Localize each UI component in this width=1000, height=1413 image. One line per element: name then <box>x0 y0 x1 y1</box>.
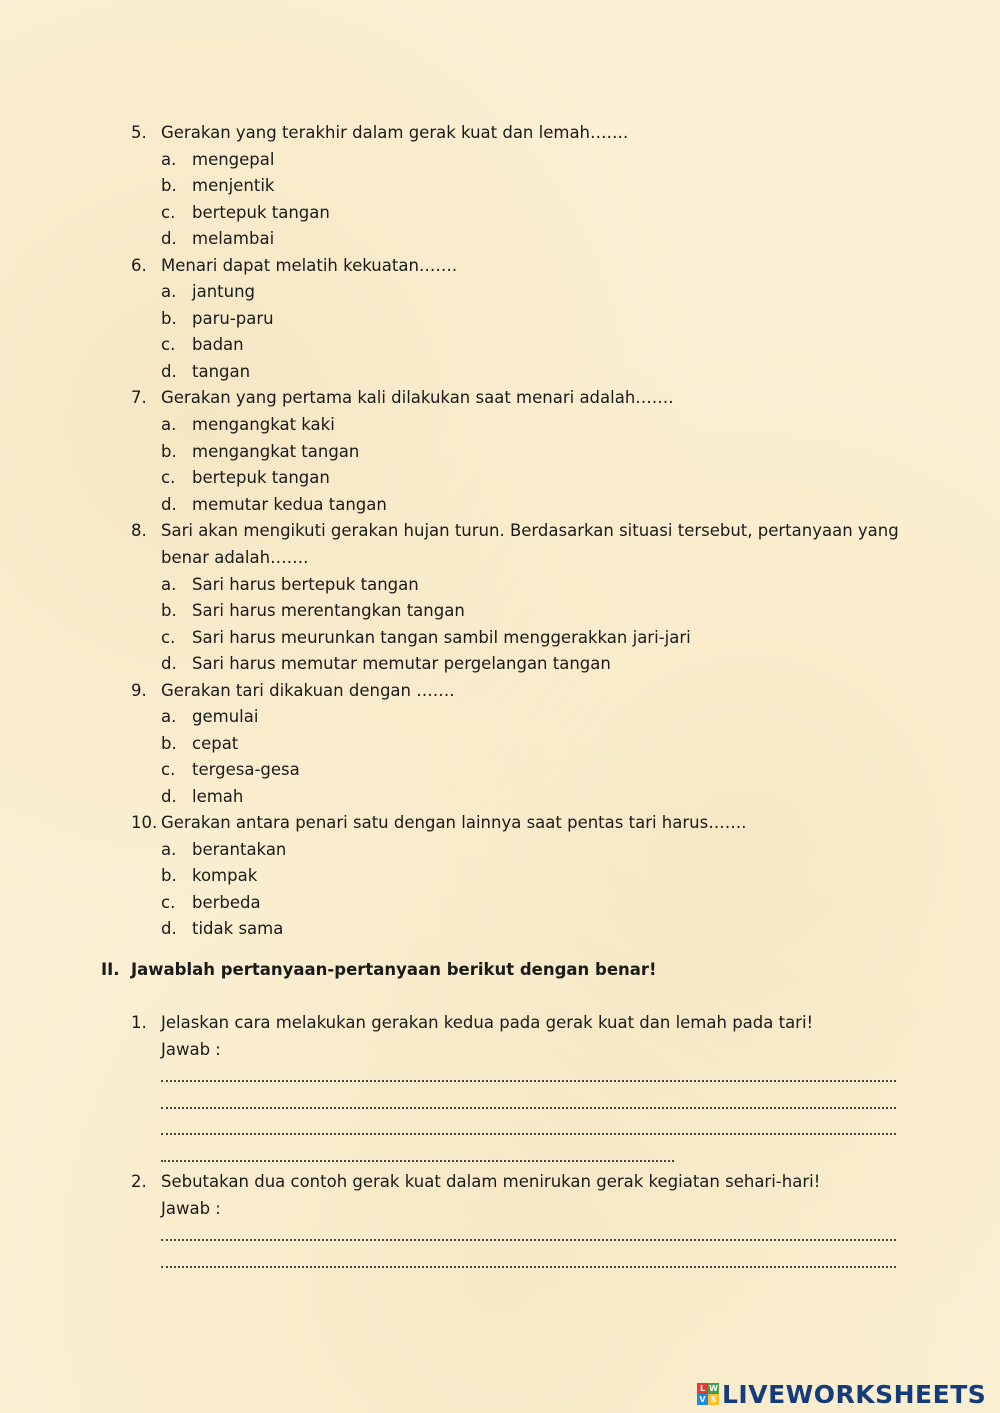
question-number: 10. <box>131 813 158 832</box>
option-letter: a. <box>161 415 177 434</box>
option-letter: d. <box>161 495 177 514</box>
option-text: lemah <box>192 787 244 806</box>
option-letter: b. <box>161 176 177 195</box>
section-title: Jawablah pertanyaan-pertanyaan berikut dengan benar! <box>131 960 657 979</box>
option-text: melambai <box>192 229 275 248</box>
option-letter: b. <box>161 601 177 620</box>
option-text: menjentik <box>192 176 275 195</box>
option-letter: b. <box>161 866 177 885</box>
option-letter: b. <box>161 309 177 328</box>
option-text: tergesa-gesa <box>192 760 300 779</box>
liveworksheets-logo <box>697 1377 986 1411</box>
logo-square-l: L <box>697 1383 708 1394</box>
option-text: tidak sama <box>192 919 284 938</box>
question-text: Gerakan tari dikakuan dengan ……. <box>161 681 455 700</box>
option-text: berantakan <box>192 840 287 859</box>
answer-line[interactable] <box>161 1099 896 1109</box>
option-letter: d. <box>161 362 177 381</box>
option-letter: c. <box>161 893 176 912</box>
option-text: gemulai <box>192 707 259 726</box>
option-text: tangan <box>192 362 251 381</box>
option-letter: c. <box>161 760 176 779</box>
answer-line[interactable] <box>161 1072 896 1082</box>
option-text: bertepuk tangan <box>192 203 330 222</box>
option-text: mengangkat tangan <box>192 442 360 461</box>
option-letter: d. <box>161 229 177 248</box>
question-text: Gerakan yang terakhir dalam gerak kuat dan lemah……. <box>161 123 629 142</box>
option-letter: a. <box>161 282 177 301</box>
option-letter: a. <box>161 575 177 594</box>
option-letter: a. <box>161 707 177 726</box>
question-number: 6. <box>131 256 147 275</box>
option-text: memutar kedua tangan <box>192 495 387 514</box>
logo-square-v: V <box>697 1394 708 1405</box>
answer-line[interactable] <box>161 1258 896 1268</box>
option-letter: d. <box>161 919 177 938</box>
option-letter: b. <box>161 442 177 461</box>
option-letter: b. <box>161 734 177 753</box>
question-number: 1. <box>131 1013 147 1032</box>
option-text: Sari harus bertepuk tangan <box>192 575 419 594</box>
answer-label-text: Jawab : <box>161 1040 221 1059</box>
option-text: berbeda <box>192 893 261 912</box>
option-letter: c. <box>161 335 176 354</box>
question-text: Gerakan yang pertama kali dilakukan saat menari adalah……. <box>161 388 674 407</box>
option-text: bertepuk tangan <box>192 468 330 487</box>
option-letter: d. <box>161 654 177 673</box>
option-text: mengangkat kaki <box>192 415 335 434</box>
brand-name: LIVEWORKSHEETS <box>722 1379 987 1409</box>
logo-square-w: W <box>709 1384 718 1393</box>
answer-line[interactable] <box>161 1152 674 1162</box>
option-letter: a. <box>161 840 177 859</box>
question-text: Sebutakan dua contoh gerak kuat dalam menirukan gerak kegiatan sehari-hari! <box>161 1172 821 1191</box>
logo-square-s: S <box>708 1394 719 1405</box>
option-letter: c. <box>161 468 176 487</box>
liveworksheets-logo-icon <box>697 1383 719 1405</box>
option-text: paru-paru <box>192 309 274 328</box>
option-text: kompak <box>192 866 258 885</box>
option-text: cepat <box>192 734 239 753</box>
answer-line[interactable] <box>161 1125 896 1135</box>
question-number: 9. <box>131 681 147 700</box>
section-number: II. <box>101 960 120 979</box>
option-text: Sari harus merentangkan tangan <box>192 601 465 620</box>
question-number: 5. <box>131 123 147 142</box>
option-text: badan <box>192 335 244 354</box>
option-text: jantung <box>192 282 256 301</box>
option-letter: c. <box>161 628 176 647</box>
question-number: 7. <box>131 388 147 407</box>
option-letter: c. <box>161 203 176 222</box>
option-text: Sari harus meurunkan tangan sambil menggerakkan jari-jari <box>192 628 691 647</box>
option-letter: d. <box>161 787 177 806</box>
question-number: 8. <box>131 521 147 540</box>
question-number: 2. <box>131 1172 147 1191</box>
question-text: Sari akan mengikuti gerakan hujan turun. Berdasarkan situasi tersebut, pertanyaan yang <box>161 521 899 540</box>
answer-line[interactable] <box>161 1231 896 1241</box>
question-text-continued: benar adalah……. <box>161 548 309 567</box>
answer-label-text: Jawab : <box>161 1199 221 1218</box>
option-letter: a. <box>161 150 177 169</box>
question-text: Menari dapat melatih kekuatan……. <box>161 256 458 275</box>
option-text: Sari harus memutar memutar pergelangan tangan <box>192 654 611 673</box>
question-text: Jelaskan cara melakukan gerakan kedua pada gerak kuat dan lemah pada tari! <box>161 1013 814 1032</box>
option-text: mengepal <box>192 150 275 169</box>
question-text: Gerakan antara penari satu dengan lainnya saat pentas tari harus……. <box>161 813 747 832</box>
